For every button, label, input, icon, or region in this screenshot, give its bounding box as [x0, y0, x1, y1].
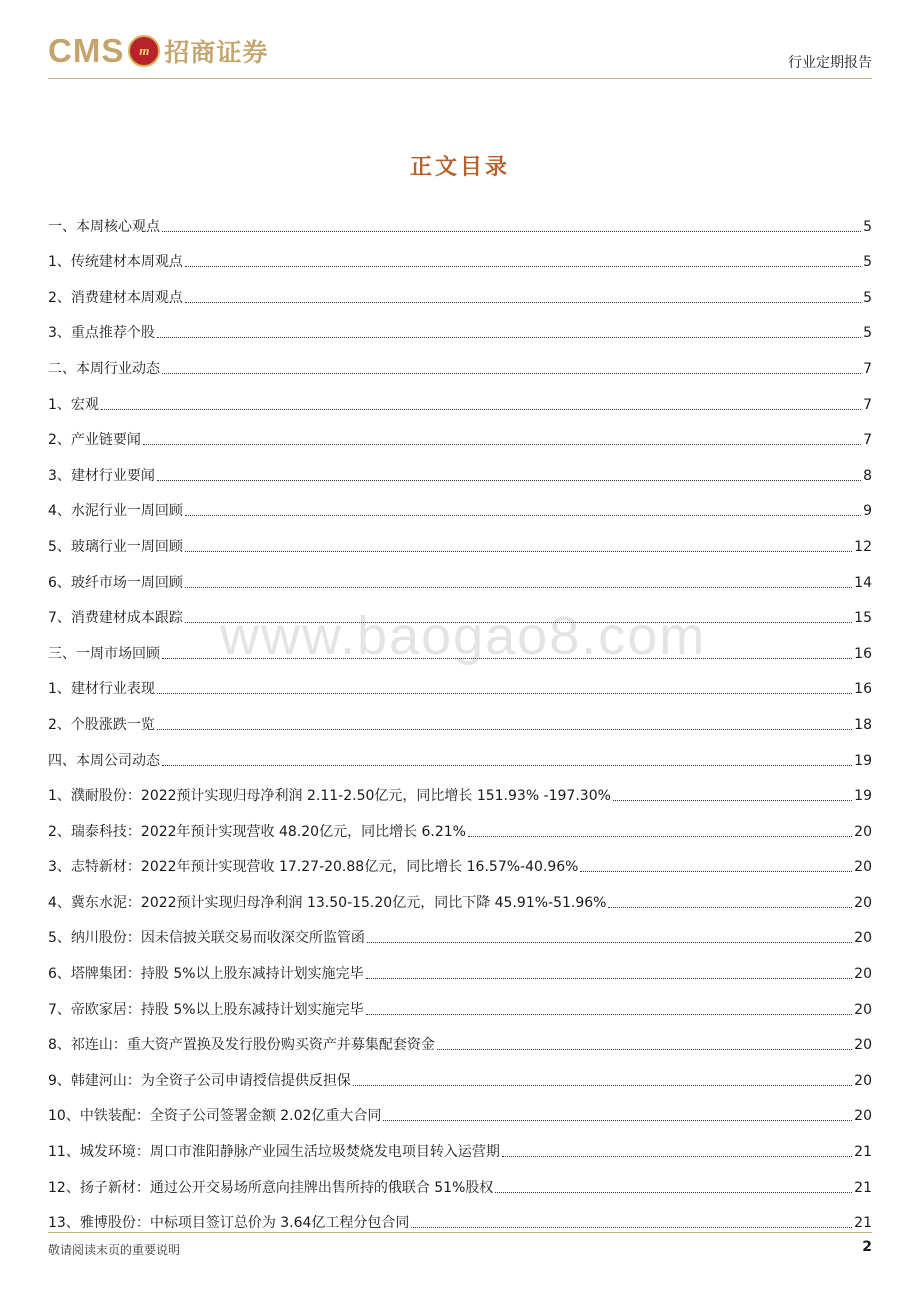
toc-entry-page: 16	[854, 645, 872, 662]
toc-entry-page: 5	[863, 325, 872, 342]
table-of-contents	[48, 200, 872, 1232]
toc-entry-page: 20	[854, 966, 872, 983]
toc-entry[interactable]	[48, 734, 872, 770]
toc-entry-page: 5	[863, 218, 872, 235]
toc-entry[interactable]	[48, 983, 872, 1019]
toc-entry-label: 12、扬子新材：通过公开交易场所意向挂牌出售所持的俄联合 51%股权	[48, 1179, 494, 1196]
toc-entry-label: 4、水泥行业一周回顾	[48, 503, 183, 520]
toc-entry-page: 14	[854, 574, 872, 591]
dot-leader	[353, 1084, 852, 1086]
toc-entry-page: 20	[854, 1072, 872, 1089]
toc-entry[interactable]	[48, 200, 872, 236]
toc-entry-label: 7、帝欧家居：持股 5%以上股东减持计划实施完毕	[48, 1001, 364, 1018]
dot-leader	[162, 657, 852, 659]
dot-leader	[468, 835, 852, 837]
toc-entry-label: 8、祁连山：重大资产置换及发行股份购买资产并募集配套资金	[48, 1037, 435, 1054]
toc-entry[interactable]	[48, 1125, 872, 1161]
toc-entry[interactable]	[48, 663, 872, 699]
toc-entry-label: 1、建材行业表现	[48, 681, 155, 698]
disclaimer-note: 敬请阅读末页的重要说明	[48, 1243, 181, 1257]
dot-leader	[608, 906, 852, 908]
toc-entry[interactable]	[48, 1197, 872, 1233]
toc-entry-label: 1、宏观	[48, 396, 99, 413]
dot-leader	[383, 1119, 852, 1121]
toc-entry[interactable]	[48, 1054, 872, 1090]
toc-entry-page: 7	[863, 396, 872, 413]
toc-entry[interactable]	[48, 236, 872, 272]
dot-leader	[580, 870, 852, 872]
toc-entry-page: 16	[854, 681, 872, 698]
toc-entry[interactable]	[48, 556, 872, 592]
dot-leader	[157, 728, 852, 730]
logo-cms-text: CMS	[48, 32, 125, 69]
toc-entry-label: 二、本周行业动态	[48, 360, 160, 377]
toc-entry-page: 7	[863, 360, 872, 377]
logo-chinese-text: 招商证券	[164, 38, 269, 67]
toc-entry[interactable]	[48, 342, 872, 378]
toc-entry-label: 2、产业链要闻	[48, 432, 141, 449]
toc-entry-label: 11、城发环境：周口市淮阳静脉产业园生活垃圾焚烧发电项目转入运营期	[48, 1144, 500, 1161]
toc-entry[interactable]	[48, 1090, 872, 1126]
toc-entry-page: 5	[863, 289, 872, 306]
toc-entry[interactable]	[48, 698, 872, 734]
toc-entry[interactable]	[48, 912, 872, 948]
toc-entry-page: 21	[854, 1144, 872, 1161]
toc-entry-label: 3、志特新材：2022年预计实现营收 17.27-20.88亿元，同比增长 16.57%-40.96%	[48, 859, 579, 876]
toc-entry-page: 21	[854, 1179, 872, 1196]
dot-leader	[162, 372, 861, 374]
toc-entry[interactable]	[48, 414, 872, 450]
dot-leader	[185, 586, 852, 588]
dot-leader	[613, 799, 852, 801]
toc-entry-label: 9、韩建河山：为全资子公司申请授信提供反担保	[48, 1072, 351, 1089]
toc-entry[interactable]	[48, 378, 872, 414]
page-number: 2	[862, 1239, 872, 1255]
dot-leader	[101, 408, 861, 410]
toc-entry-page: 20	[854, 1108, 872, 1125]
toc-entry-label: 10、中铁装配：全资子公司签署金额 2.02亿重大合同	[48, 1108, 382, 1125]
toc-entry-label: 1、濮耐股份：2022预计实现归母净利润 2.11-2.50亿元，同比增长 151.93% -197.30%	[48, 788, 611, 805]
toc-entry[interactable]	[48, 770, 872, 806]
toc-entry-page: 5	[863, 254, 872, 271]
toc-entry-label: 四、本周公司动态	[48, 752, 160, 769]
dot-leader	[366, 1013, 853, 1015]
toc-entry-label: 三、一周市场回顾	[48, 645, 160, 662]
toc-entry-page: 20	[854, 930, 872, 947]
toc-entry[interactable]	[48, 627, 872, 663]
dot-leader	[162, 764, 852, 766]
toc-entry-label: 5、纳川股份：因未信披关联交易而收深交所监管函	[48, 930, 365, 947]
dot-leader	[185, 514, 861, 516]
dot-leader	[162, 230, 861, 232]
toc-entry-page: 18	[854, 716, 872, 733]
dot-leader	[157, 692, 852, 694]
toc-entry-page: 8	[863, 467, 872, 484]
toc-entry-page: 7	[863, 432, 872, 449]
toc-entry-label: 6、塔牌集团：持股 5%以上股东减持计划实施完毕	[48, 966, 364, 983]
toc-entry[interactable]	[48, 592, 872, 628]
dot-leader	[185, 265, 861, 267]
toc-entry[interactable]	[48, 449, 872, 485]
dot-leader	[185, 621, 852, 623]
page-header	[48, 30, 872, 79]
toc-entry[interactable]	[48, 520, 872, 556]
toc-entry[interactable]	[48, 271, 872, 307]
toc-entry-page: 20	[854, 1001, 872, 1018]
dot-leader	[185, 301, 861, 303]
dot-leader	[143, 443, 861, 445]
toc-entry-page: 20	[854, 859, 872, 876]
toc-entry-label: 7、消费建材成本跟踪	[48, 610, 183, 627]
toc-entry-label: 5、玻璃行业一周回顾	[48, 538, 183, 555]
toc-entry[interactable]	[48, 485, 872, 521]
toc-entry[interactable]	[48, 947, 872, 983]
toc-entry-page: 12	[854, 538, 872, 555]
toc-entry-label: 6、玻纤市场一周回顾	[48, 574, 183, 591]
page-footer	[48, 1232, 872, 1263]
toc-entry-label: 3、建材行业要闻	[48, 467, 155, 484]
dot-leader	[157, 479, 861, 481]
toc-entry-label: 一、本周核心观点	[48, 218, 160, 235]
dot-leader	[185, 550, 852, 552]
dot-leader	[366, 977, 853, 979]
dot-leader	[502, 1155, 852, 1157]
toc-entry-page: 21	[854, 1215, 872, 1232]
toc-entry-page: 9	[863, 503, 872, 520]
toc-entry-label: 13、雅博股份：中标项目签订总价为 3.64亿工程分包合同	[48, 1215, 410, 1232]
dot-leader	[367, 941, 852, 943]
toc-title: 正文目录	[409, 155, 510, 180]
toc-entry-label: 2、消费建材本周观点	[48, 289, 183, 306]
toc-entry-page: 20	[854, 1037, 872, 1054]
toc-entry[interactable]	[48, 841, 872, 877]
dot-leader	[411, 1226, 852, 1228]
toc-entry-page: 20	[854, 894, 872, 911]
toc-entry-page: 19	[854, 752, 872, 769]
dot-leader	[157, 336, 861, 338]
dot-leader	[437, 1048, 852, 1050]
toc-entry-label: 2、个股涨跌一览	[48, 716, 155, 733]
toc-entry-page: 19	[854, 788, 872, 805]
toc-entry-page: 15	[854, 610, 872, 627]
toc-entry[interactable]	[48, 307, 872, 343]
toc-entry-label: 4、冀东水泥：2022预计实现归母净利润 13.50-15.20亿元，同比下降 45.91%-51.96%	[48, 894, 607, 911]
toc-entry-label: 1、传统建材本周观点	[48, 254, 183, 271]
toc-entry-label: 2、瑞泰科技：2022年预计实现营收 48.20亿元，同比增长 6.21%	[48, 823, 466, 840]
toc-entry[interactable]	[48, 876, 872, 912]
toc-entry[interactable]	[48, 1019, 872, 1055]
toc-entry[interactable]	[48, 1161, 872, 1197]
company-logo	[48, 32, 268, 70]
dot-leader	[495, 1191, 852, 1193]
watermark: www.baogao8.com	[220, 606, 707, 666]
report-type-label: 行业定期报告	[788, 55, 872, 71]
toc-entry[interactable]	[48, 805, 872, 841]
toc-entry-page: 20	[854, 823, 872, 840]
toc-entry-label: 3、重点推荐个股	[48, 325, 155, 342]
logo-badge-icon: m	[128, 35, 160, 67]
